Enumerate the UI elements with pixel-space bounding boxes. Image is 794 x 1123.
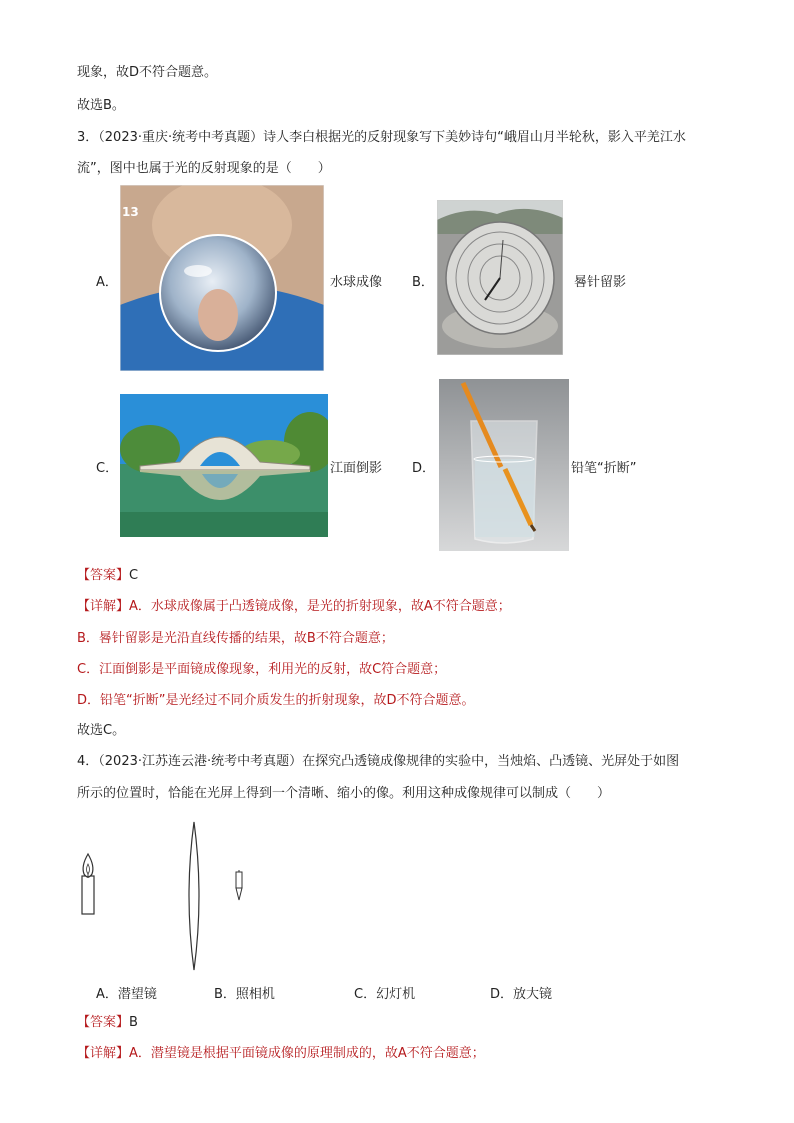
q4-answer: 【答案】B	[77, 1015, 138, 1030]
convex-lens-diagram	[70, 818, 270, 978]
inverted-image-icon	[236, 870, 242, 900]
video-timestamp-badge: 13	[122, 205, 139, 219]
q4-detail-a: 【详解】A．潜望镜是根据平面镜成像的原理制成的，故A不符合题意；	[77, 1046, 485, 1061]
q3-detail-a: 【详解】A．水球成像属于凸透镜成像，是光的折射现象，故A不符合题意；	[77, 599, 511, 614]
q3-option-d-letter: D．	[412, 461, 436, 476]
q3-stem-line2: 流”，图中也属于光的反射现象的是（ ）	[77, 161, 331, 176]
q3-option-b-caption: 晷针留影	[574, 275, 627, 290]
q4-stem-line1: 4．（2023·江苏连云港·统考中考真题）在探究凸透镜成像规律的实验中，当烛焰、凸透镜、光屏处于如图	[77, 754, 680, 769]
q3-option-b-letter: B．	[412, 275, 434, 290]
prev-conclusion-line: 现象，故D不符合题意。	[77, 65, 218, 80]
water-ball-image	[120, 185, 324, 371]
q4-option-c: C．幻灯机	[354, 987, 416, 1002]
candle-icon	[82, 854, 94, 914]
bridge-reflection-image	[120, 394, 328, 537]
q4-option-b: B．照相机	[214, 987, 275, 1002]
q3-option-d-caption: 铅笔“折断”	[571, 461, 637, 476]
q3-option-c-letter: C．	[96, 461, 119, 476]
q3-detail-b: B．晷针留影是光沿直线传播的结果，故B不符合题意；	[77, 631, 394, 646]
q3-detail-c: C．江面倒影是平面镜成像现象，利用光的反射，故C符合题意；	[77, 662, 447, 677]
q3-detail-d: D．铅笔“折断”是光经过不同介质发生的折射现象，故D不符合题意。	[77, 693, 475, 708]
q3-conclusion: 故选C。	[77, 723, 126, 738]
sundial-image	[437, 200, 563, 355]
q4-option-d: D．放大镜	[490, 987, 553, 1002]
convex-lens-icon	[189, 822, 199, 970]
q4-stem-line2: 所示的位置时，恰能在光屏上得到一个清晰、缩小的像。利用这种成像规律可以制成（ ）	[77, 786, 611, 801]
prev-answer-choice: 故选B。	[77, 98, 125, 113]
q3-answer: 【答案】C	[77, 568, 139, 583]
q3-option-a-letter: A．	[96, 275, 118, 290]
q3-stem-line1: 3．（2023·重庆·统考中考真题）诗人李白根据光的反射现象写下美妙诗句“峨眉山月半轮秋，影入平羌江水	[77, 130, 686, 145]
pencil-in-glass-image	[439, 379, 569, 551]
q4-option-a: A．潜望镜	[96, 987, 157, 1002]
q3-option-a-caption: 水球成像	[330, 275, 383, 290]
q3-option-c-caption: 江面倒影	[330, 461, 383, 476]
